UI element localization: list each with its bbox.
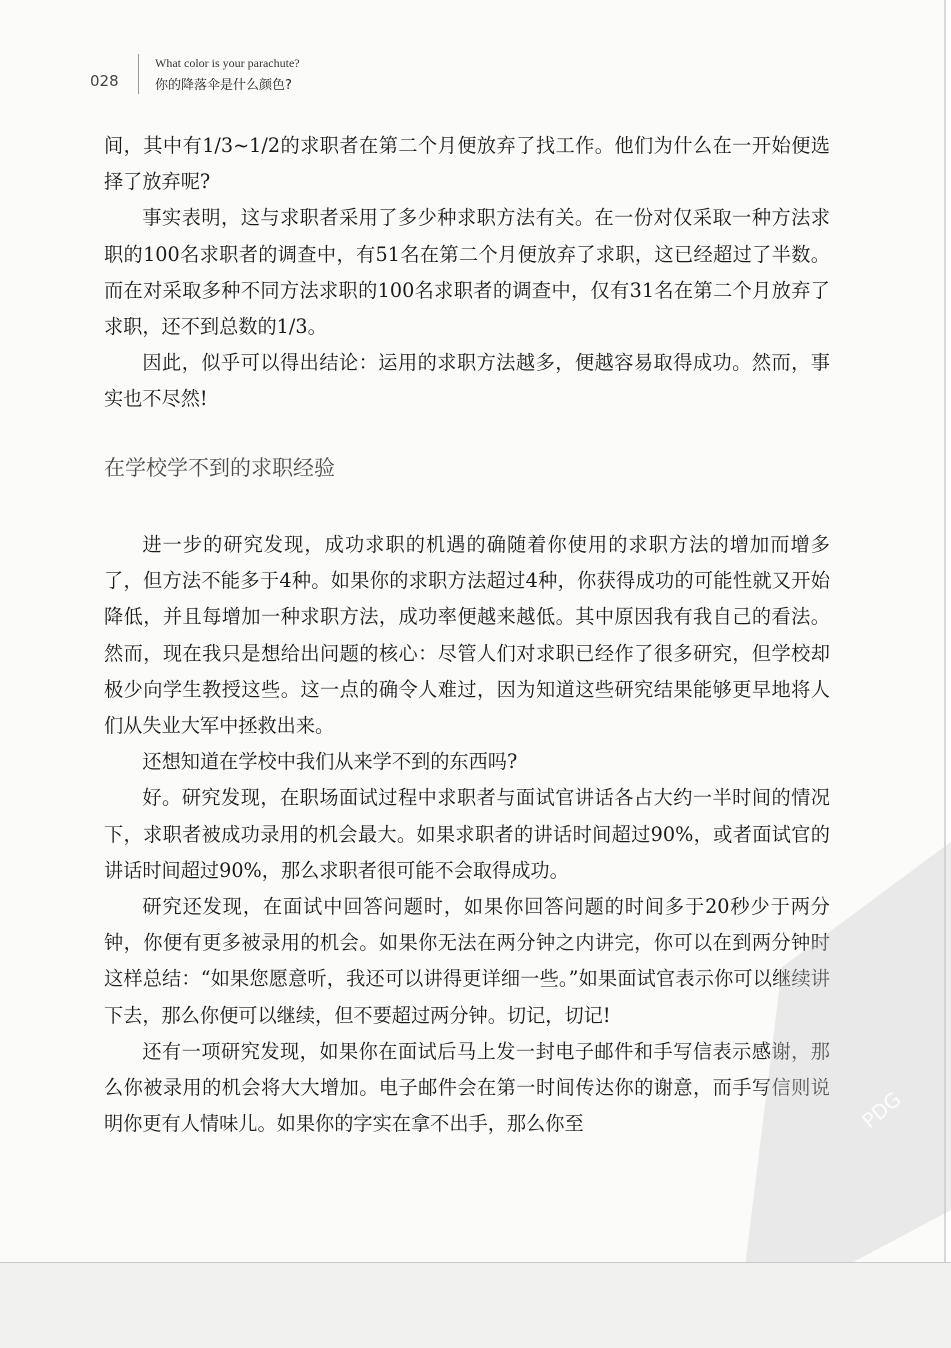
page-bottom-edge <box>0 1262 951 1348</box>
paragraph: 还有一项研究发现，如果你在面试后马上发一封电子邮件和手写信表示感谢，那么你被录用的机会将大大增加。电子邮件会在第一时间传达你的谢意，而手写信则说明你更有人情味儿。如果你的字实在拿不出手，那么你至 <box>104 1039 830 1136</box>
paragraph: 研究还发现，在面试中回答问题时，如果你回答问题的时间多于20秒少于两分钟，你便有更多被录用的机会。如果你无法在两分钟之内讲完，你可以在到两分钟时这样总结：“如果您愿意听，我还可以讲得更详细一些。”如果面试官表示你可以继续讲下去，那么你便可以继续，但不要超过两分钟。切记，切记! <box>104 895 830 1027</box>
text-block-top <box>104 128 830 418</box>
section-heading: 在学校学不到的求职经验 <box>104 456 335 480</box>
paragraph: 还想知道在学校中我们从来学不到的东西吗? <box>142 750 518 774</box>
paragraph: 事实表明，这与求职者采用了多少种求职方法有关。在一份对仅采取一种方法求职的100名求职者的调查中，有51名在第二个月便放弃了求职，这已经超过了半数。而在对采取多种不同方法求职的100名求职者的调查中，仅有31名在第二个月放弃了求职，还不到总数的1/3。 <box>104 206 830 339</box>
paragraph: 好。研究发现，在职场面试过程中求职者与面试官讲话各占大约一半时间的情况下，求职者被成功录用的机会最大。如果求职者的讲话时间超过90%，或者面试官的讲话时间超过90%，那么求职者很可能不会取得成功。 <box>104 786 830 882</box>
header-divider <box>138 54 139 94</box>
page-number: 028 <box>90 72 119 90</box>
watermark-label: PDG <box>857 1086 906 1134</box>
paragraph: 进一步的研究发现，成功求职的机遇的确随着你使用的求职方法的增加而增多了，但方法不能多于4种。如果你的求职方法超过4种，你获得成功的可能性就又开始降低，并且每增加一种求职方法，成功率便越来越低。其中原因我有我自己的看法。然而，现在我只是想给出问题的核心：尽管人们对求职已经作了很多研究，但学校却极少向学生教授这些。这一点的确令人难过，因为知道这些研究结果能够更早地将人们从失业大军中拯救出来。 <box>104 533 830 738</box>
text-block-bottom <box>104 527 830 1142</box>
book-title-chinese: 你的降落伞是什么颜色? <box>155 78 292 93</box>
paragraph: 因此，似乎可以得出结论：运用的求职方法越多，便越容易取得成功。然而，事实也不尽然! <box>104 351 830 411</box>
book-title-english: What color is your parachute? <box>155 56 300 70</box>
paragraph: 间，其中有1/3~1/2的求职者在第二个月便放弃了找工作。他们为什么在一开始便选择了放弃呢? <box>104 134 830 194</box>
